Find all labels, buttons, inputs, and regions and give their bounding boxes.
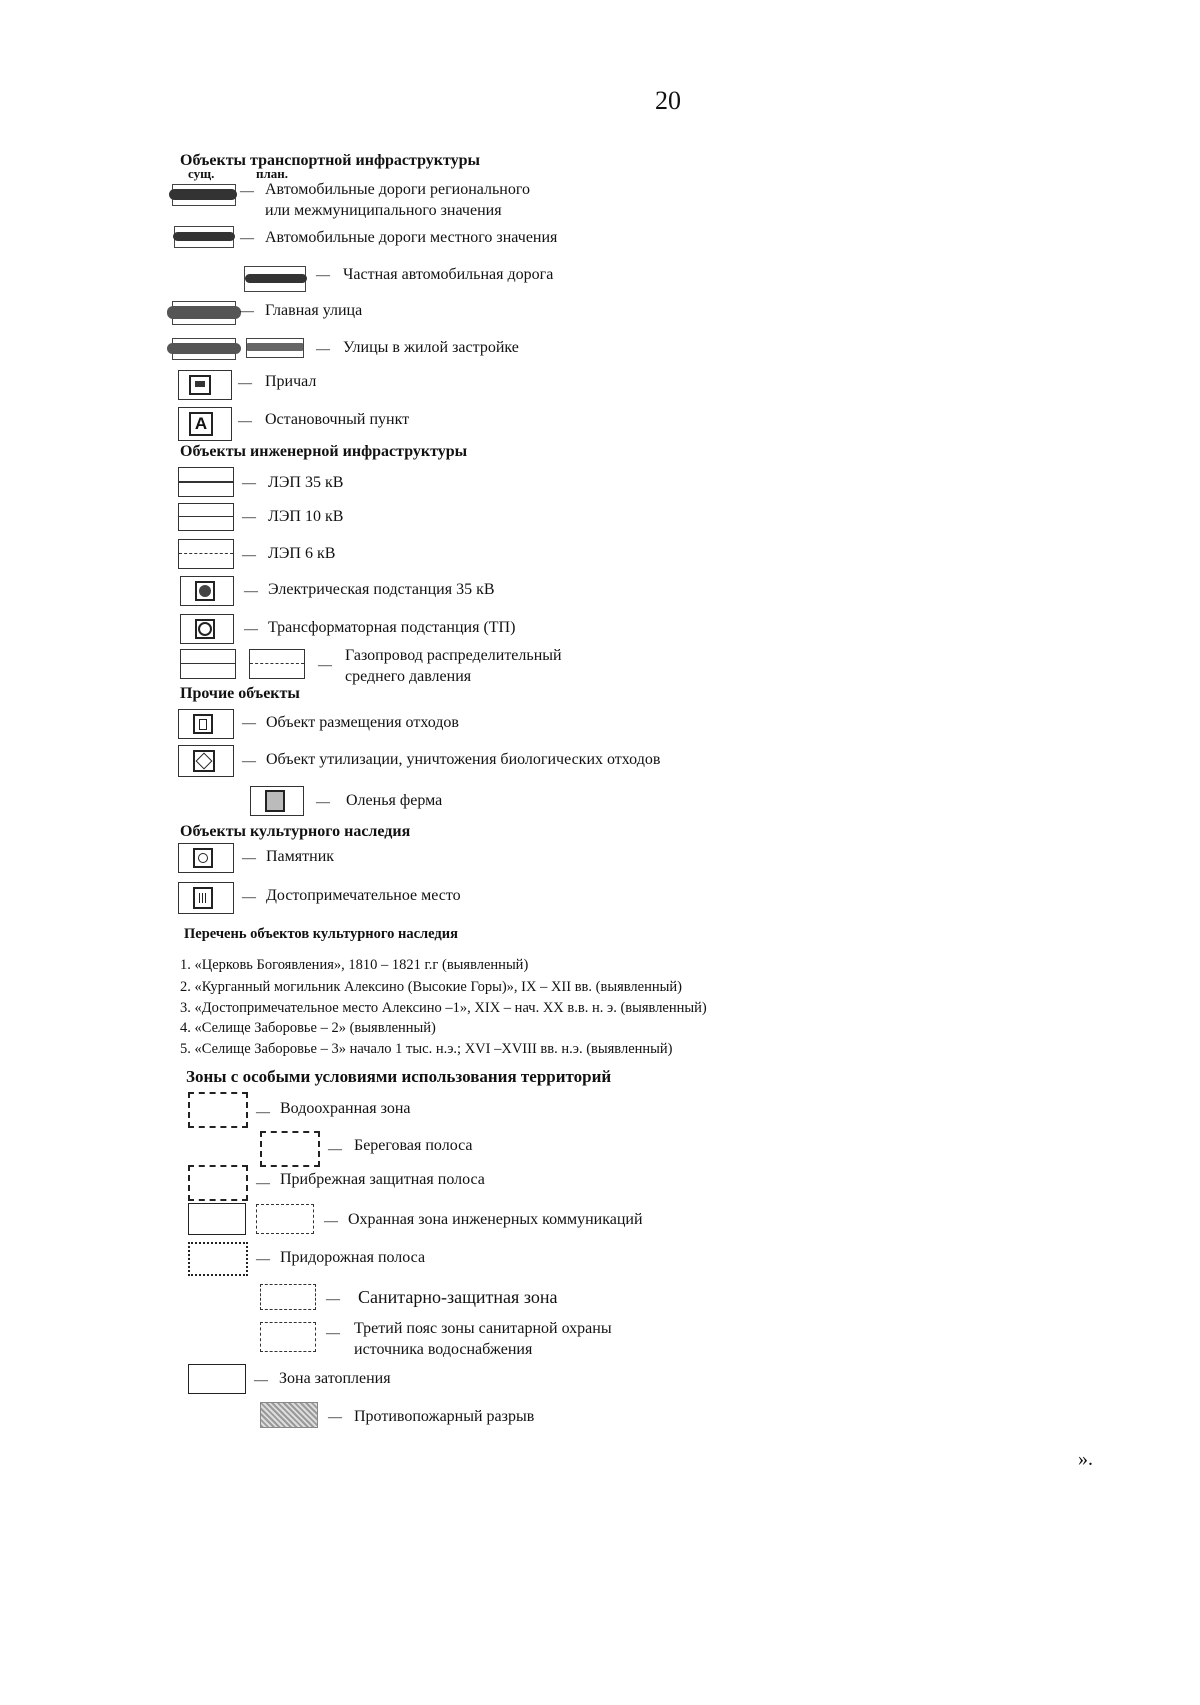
page-number: 20 <box>655 86 681 115</box>
landmark-symbol <box>178 882 234 914</box>
legend-label-gas-pipeline: Газопровод распределительный <box>345 647 562 664</box>
utility-protection-zone-existing-symbol <box>188 1203 246 1235</box>
legend-label-private-road: Частная автомобильная дорога <box>343 266 554 283</box>
legend-dash: — <box>324 1214 338 1229</box>
legend-dash: — <box>242 510 256 525</box>
stop-letter-icon: A <box>189 412 213 436</box>
legend-label-coastal-protection-strip: Прибрежная защитная полоса <box>280 1171 485 1188</box>
legend-label-reindeer-farm: Оленья ферма <box>346 792 443 809</box>
legend-label-utility-protection-zone: Охранная зона инженерных коммуникаций <box>348 1211 643 1228</box>
legend-dash: — <box>244 622 258 637</box>
legend-dash: — <box>240 184 254 199</box>
flood-zone-symbol <box>188 1364 246 1394</box>
legend-dash: — <box>256 1176 270 1191</box>
regional-road-symbol <box>172 184 236 206</box>
private-road-symbol <box>244 266 306 292</box>
legend-label-sanitary-zone: Санитарно-защитная зона <box>358 1287 558 1307</box>
section-title-zones: Зоны с особыми условиями использования территорий <box>186 1067 612 1086</box>
legend-dash: — <box>316 795 330 810</box>
legend-dash: — <box>256 1252 270 1267</box>
legend-label-bus-stop: Остановочный пункт <box>265 411 410 428</box>
roadside-strip-symbol <box>188 1242 248 1276</box>
legend-dash: — <box>326 1326 340 1341</box>
legend-label-roadside-strip: Придорожная полоса <box>280 1249 426 1266</box>
legend-dash: — <box>242 716 256 731</box>
legend-dash: — <box>318 658 332 673</box>
legend-dash: — <box>326 1292 340 1307</box>
pier-symbol <box>178 370 232 400</box>
heritage-list-item: 5. «Селище Заборовье – 3» начало 1 тыс. н.э.; XVI –XVIII вв. н.э. (выявленный) <box>180 1041 673 1057</box>
water-protection-zone-symbol <box>188 1092 248 1128</box>
bio-waste-symbol <box>178 745 234 777</box>
legend-dash: — <box>316 342 330 357</box>
legend-label-bio-waste: Объект утилизации, уничтожения биологических отходов <box>266 751 661 768</box>
power-line-35-symbol <box>178 467 234 497</box>
legend-label-power-line-10: ЛЭП 10 кВ <box>268 508 344 525</box>
legend-label-local-road: Автомобильные дороги местного значения <box>265 229 558 246</box>
legend-label-firebreak: Противопожарный разрыв <box>354 1408 535 1425</box>
column-planned-label: план. <box>256 166 289 181</box>
legend-label-power-line-35: ЛЭП 35 кВ <box>268 474 344 491</box>
legend-label-substation-35: Электрическая подстанция 35 кВ <box>268 581 495 598</box>
legend-dash: — <box>254 1373 268 1388</box>
legend-label-water-source-belt-line2: источника водоснабжения <box>354 1341 533 1358</box>
legend-label-residential-street: Улицы в жилой застройке <box>343 339 519 356</box>
residential-street-existing-symbol <box>172 338 236 360</box>
legend-dash: — <box>242 754 256 769</box>
power-line-10-symbol <box>178 503 234 531</box>
section-title-other: Прочие объекты <box>180 685 300 702</box>
firebreak-symbol <box>260 1402 318 1428</box>
legend-label-gas-pipeline-line2: среднего давления <box>345 668 472 685</box>
legend-label-regional-road: Автомобильные дороги регионального <box>265 181 531 198</box>
main-street-symbol <box>172 301 236 325</box>
legend-dash: — <box>316 268 330 283</box>
closing-quote: ». <box>1078 1448 1093 1470</box>
legend-dash: — <box>240 231 254 246</box>
legend-label-waste-site: Объект размещения отходов <box>266 714 459 731</box>
waste-site-symbol <box>178 709 234 739</box>
section-title-heritage: Объекты культурного наследия <box>180 823 411 840</box>
heritage-list-item: 1. «Церковь Богоявления», 1810 – 1821 г.г (выявленный) <box>180 957 529 973</box>
residential-street-planned-symbol <box>246 338 304 358</box>
heritage-list-item: 2. «Курганный могильник Алексино (Высокие Горы)», IX – XII вв. (выявленный) <box>180 979 682 995</box>
legend-dash: — <box>238 414 252 429</box>
column-existing-label: сущ. <box>188 166 215 181</box>
heritage-list-item: 3. «Достопримечательное место Алексино –1», XIX – нач. XX в.в. н. э. (выявленный) <box>180 1000 707 1016</box>
substation-35-symbol <box>180 576 234 606</box>
utility-protection-zone-planned-symbol <box>256 1204 314 1234</box>
legend-dash: — <box>238 376 252 391</box>
legend-label-power-line-6: ЛЭП 6 кВ <box>268 545 336 562</box>
legend-label-transformer-substation: Трансформаторная подстанция (ТП) <box>268 619 516 636</box>
legend-label-landmark: Достопримечательное место <box>266 887 461 904</box>
power-line-6-symbol <box>178 539 234 569</box>
legend-dash: — <box>328 1410 342 1425</box>
legend-dash: — <box>240 304 254 319</box>
sanitary-zone-symbol <box>260 1284 316 1310</box>
legend-dash: — <box>244 584 258 599</box>
legend-dash: — <box>328 1142 342 1157</box>
section-title-engineering: Объекты инженерной инфраструктуры <box>180 443 468 460</box>
local-road-symbol <box>174 226 234 248</box>
bus-stop-symbol <box>178 407 232 441</box>
legend-label-main-street: Главная улица <box>265 302 363 319</box>
gas-pipeline-existing-symbol <box>180 649 236 679</box>
transformer-substation-symbol <box>180 614 234 644</box>
coastal-protection-strip-symbol <box>188 1165 248 1201</box>
shoreline-strip-symbol <box>260 1131 320 1167</box>
heritage-list-item: 4. «Селище Заборовье – 2» (выявленный) <box>180 1020 436 1036</box>
section-title-transport: Объекты транспортной инфраструктуры <box>180 152 481 169</box>
monument-symbol <box>178 843 234 873</box>
legend-label-shoreline-strip: Береговая полоса <box>354 1137 473 1154</box>
legend-label-water-source-belt: Третий пояс зоны санитарной охраны <box>354 1320 612 1337</box>
legend-label-flood-zone: Зона затопления <box>279 1370 391 1387</box>
gas-pipeline-planned-symbol <box>249 649 305 679</box>
legend-dash: — <box>242 851 256 866</box>
legend-dash: — <box>242 476 256 491</box>
legend-dash: — <box>242 548 256 563</box>
reindeer-farm-symbol <box>250 786 304 816</box>
legend-dash: — <box>256 1105 270 1120</box>
legend-dash: — <box>242 890 256 905</box>
legend-label-water-protection-zone: Водоохранная зона <box>280 1100 411 1117</box>
legend-label-pier: Причал <box>265 373 317 390</box>
heritage-list-title: Перечень объектов культурного наследия <box>184 926 458 942</box>
water-source-belt-symbol <box>260 1322 316 1352</box>
legend-label-regional-road-line2: или межмуниципального значения <box>265 202 502 219</box>
legend-label-monument: Памятник <box>266 848 335 865</box>
